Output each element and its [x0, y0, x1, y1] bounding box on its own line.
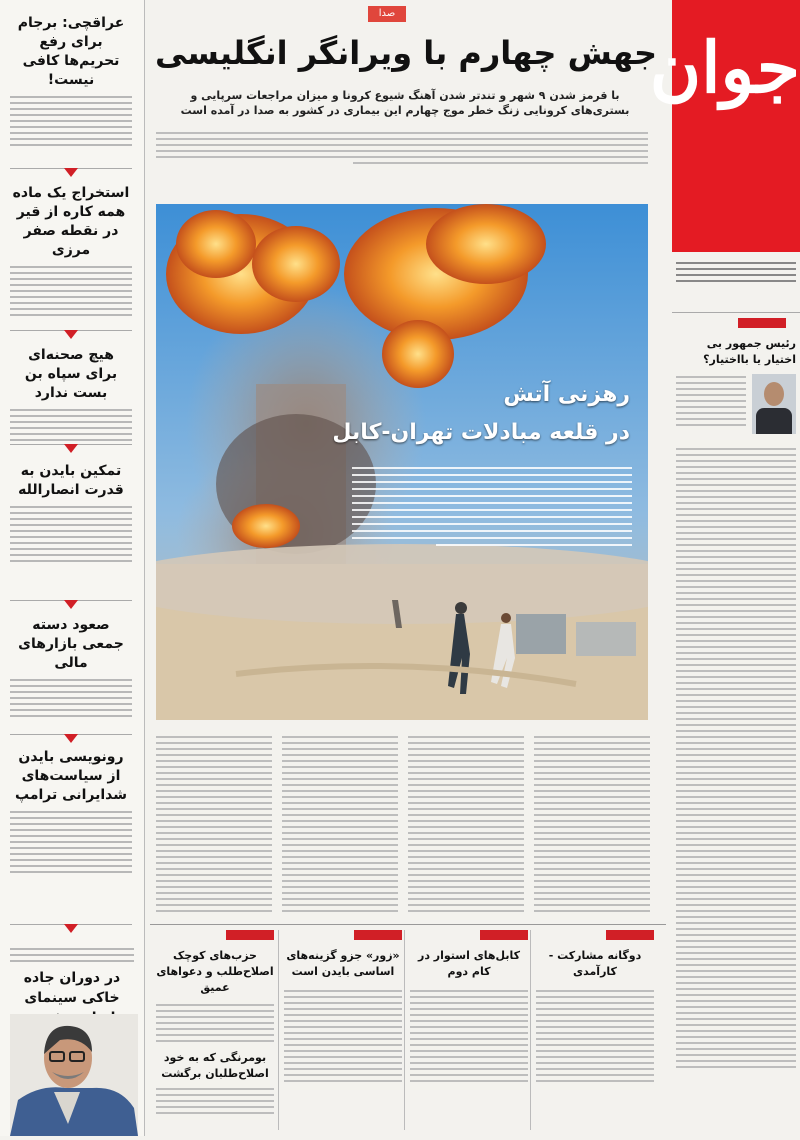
left-story-4[interactable] [10, 462, 132, 566]
bottom-box-3[interactable] [284, 930, 402, 1130]
body-column-1 [156, 732, 272, 916]
main-subhead: با قرمز شدن ۹ شهر و تندتر شدن آهنگ شیوع کرونا و میزان مراجعات سرپایی و بستری‌های کرونایی زنگ خطر موج چهارم این بیماری در کشور به صدا در آمده است [180, 89, 630, 117]
body-column-4 [534, 732, 650, 916]
explosion-photo[interactable] [156, 204, 648, 720]
left-story-headline: تمکین بایدن به قدرت انصارالله [18, 463, 124, 498]
bottom-box-headline: حزب‌های کوچک اصلاح‌طلب و دعواهای عمیق [156, 949, 274, 994]
red-triangle-icon [64, 924, 78, 933]
photo-title-line2: در قلعه مبادلات تهران-کابل [332, 420, 630, 445]
red-triangle-icon [64, 168, 78, 177]
right-column-headline[interactable]: رئیس جمهور بی اختیار یا بااختیار؟ [703, 337, 796, 366]
photo-title-line1: رهزنی آتش [503, 382, 630, 407]
logo-text: جوان [649, 26, 800, 109]
body-column-2 [282, 732, 398, 916]
author-photo [752, 374, 796, 434]
left-story-headline: صعود دسته جمعی بازارهای مالی [18, 617, 124, 671]
red-triangle-icon [64, 330, 78, 339]
bottom-box-4[interactable] [156, 930, 274, 1130]
body-column-3 [408, 732, 524, 916]
left-story-3[interactable] [10, 346, 132, 445]
left-bottom-headline[interactable]: در دوران جاده خاکی سینمای [23, 970, 121, 1006]
left-story-1[interactable] [10, 14, 132, 150]
left-story-6[interactable] [10, 748, 132, 877]
left-story-5[interactable] [10, 616, 132, 721]
left-story-headline: عراقچی: برجام برای رفع تحریم‌ها کافی نیست! [17, 15, 125, 88]
bottom-box-1[interactable] [536, 930, 654, 1130]
masthead-logo[interactable] [649, 0, 800, 252]
left-column [0, 0, 145, 1136]
bottom-box-headline-2: بومرنگی که به خود اصلاح‌طلبان برگشت [161, 1051, 269, 1080]
bottom-box-headline: «زور» جزو گزینه‌های اساسی بایدن است [286, 949, 400, 978]
main-headline[interactable]: جهش چهارم با ویرانگر انگلیسی [154, 34, 658, 72]
left-story-headline: رونویسی بایدن از سیاست‌های شدایرانی ترامپ [15, 749, 127, 803]
left-story-headline: استخراج یک ماده همه کاره از قیر در نقطه صفر مرزی [12, 185, 130, 258]
bottom-box-headline: دوگانه مشارکت - کارآمدی [548, 949, 642, 978]
red-triangle-icon [64, 734, 78, 743]
lead-text [156, 128, 648, 168]
bottom-box-2[interactable] [410, 930, 528, 1130]
top-tag: صدا [368, 6, 406, 22]
left-story-2[interactable] [10, 184, 132, 320]
issue-info [676, 258, 796, 286]
red-triangle-icon [64, 444, 78, 453]
section-label [738, 318, 786, 328]
portrait-image [10, 1014, 138, 1136]
photo-caption-text [352, 462, 632, 551]
left-story-headline: هیچ صحنه‌ای برای سپاه بن بست ندارد [24, 347, 118, 401]
red-triangle-icon [64, 600, 78, 609]
bottom-box-headline: کابل‌های استوار در کام دوم [417, 949, 521, 978]
